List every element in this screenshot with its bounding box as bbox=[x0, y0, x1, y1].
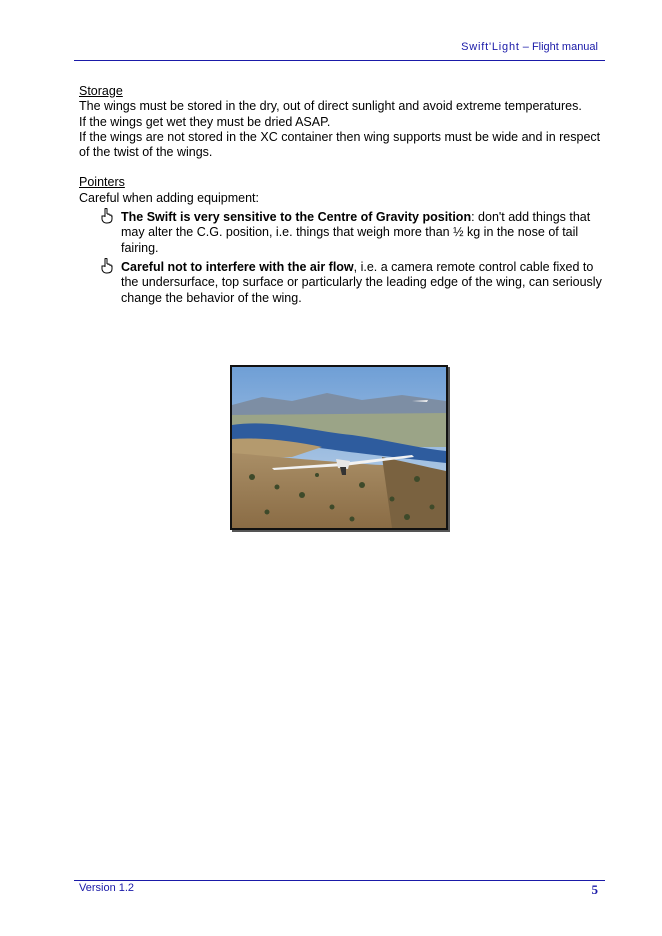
page-header bbox=[461, 41, 598, 53]
header-divider bbox=[74, 60, 605, 61]
list-item bbox=[79, 210, 605, 256]
glider-photo bbox=[230, 365, 448, 530]
version-label: Version 1.2 bbox=[79, 882, 135, 894]
storage-heading: Storage bbox=[79, 84, 123, 98]
pointers-heading: Pointers bbox=[79, 175, 125, 190]
header-subtitle: – Flight manual bbox=[522, 41, 598, 53]
item-bold: Careful not to interfere with the air flow bbox=[121, 259, 354, 274]
pointers-intro: Careful when adding equipment: bbox=[79, 190, 259, 205]
landscape-image bbox=[232, 367, 446, 528]
storage-line: If the wings get wet they must be dried ASAP. bbox=[79, 114, 331, 129]
pointing-hand-icon bbox=[99, 258, 115, 274]
list-item bbox=[79, 260, 605, 306]
item-text: : don't add things that may alter the C.G. position, i.e. things that weigh more than ½ kg in the nose of tail fairing. bbox=[121, 210, 591, 255]
item-text: , i.e. a camera remote control cable fixed to the undersurface, top surface or particularly the leading edge of the wing, can seriously change the behavior of the wing. bbox=[121, 259, 602, 305]
footer-divider bbox=[74, 880, 605, 881]
item-bold: The Swift is very sensitive to the Centre of Gravity position bbox=[121, 210, 472, 225]
page-body bbox=[79, 84, 605, 306]
storage-line: If the wings are not stored in the XC container then wing supports must be wide and in respect of the twist of the wings. bbox=[79, 129, 601, 160]
pointers-list bbox=[79, 210, 605, 306]
storage-line: The wings must be stored in the dry, out of direct sunlight and avoid extreme temperatures. bbox=[79, 99, 582, 114]
page-number: 5 bbox=[591, 882, 598, 897]
pointing-hand-icon bbox=[99, 208, 115, 224]
header-brand: Swift'Light bbox=[461, 41, 520, 53]
